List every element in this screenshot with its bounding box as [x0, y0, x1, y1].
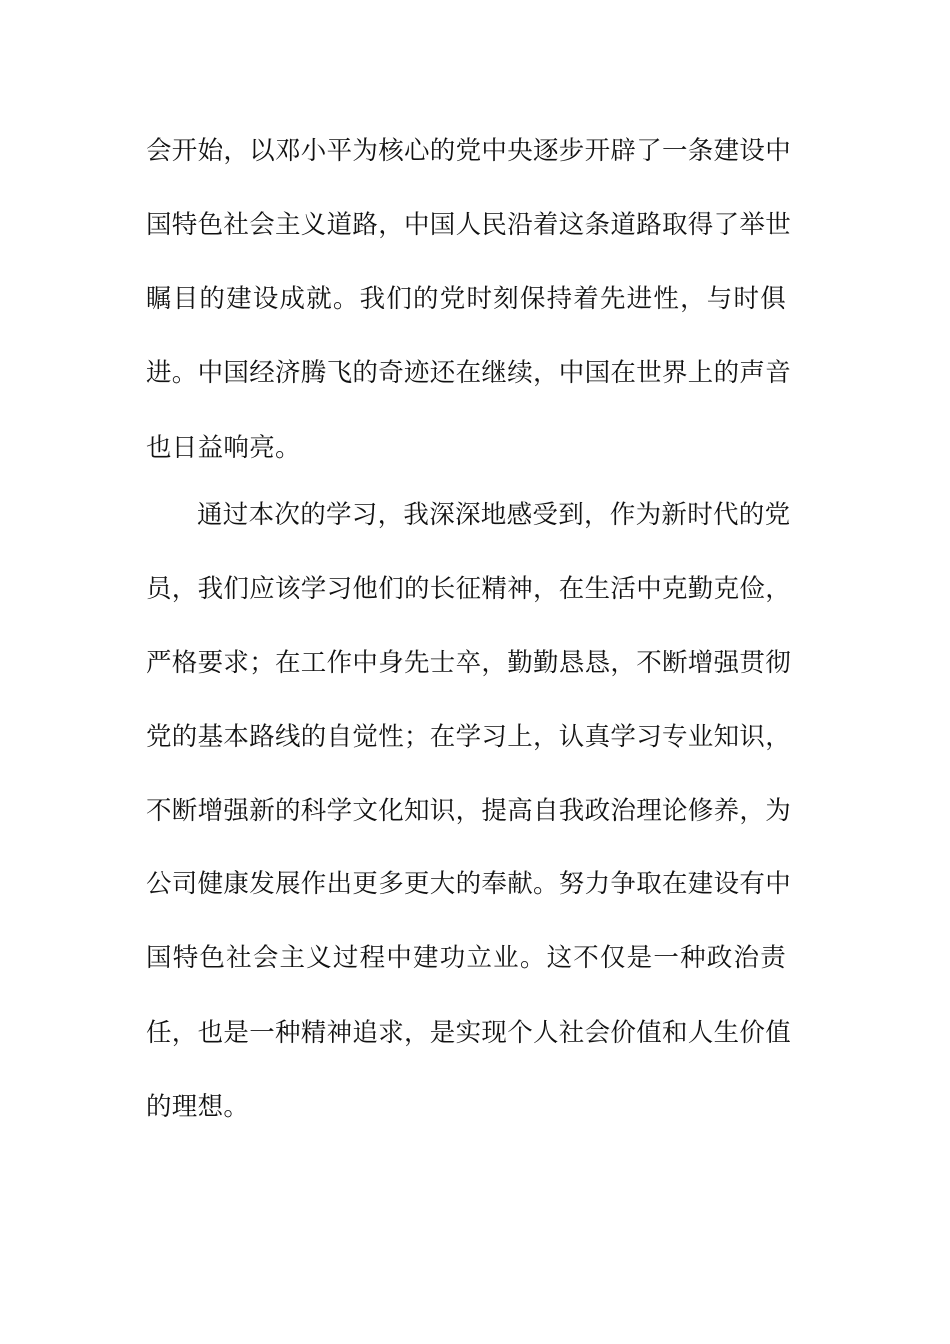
- paragraph-2-line-1: 通过本次的学习，我深深地感受到，作为新时代的党: [197, 500, 791, 530]
- paragraph-2-line-2: 员，我们应该学习他们的长征精神，在生活中克勤克俭，: [146, 574, 792, 604]
- paragraph-2-line-3: 严格要求；在工作中身先士卒，勤勤恳恳，不断增强贯彻: [146, 648, 792, 678]
- paragraph-2-line-9: 的理想。: [146, 1092, 250, 1122]
- paragraph-1-line-3: 瞩目的建设成就。我们的党时刻保持着先进性，与时俱: [146, 284, 786, 314]
- paragraph-1-line-2: 国特色社会主义道路，中国人民沿着这条道路取得了举世: [146, 210, 792, 240]
- paragraph-1-line-1: 会开始，以邓小平为核心的党中央逐步开辟了一条建设中: [146, 136, 792, 166]
- paragraph-1-line-4: 进。中国经济腾飞的奇迹还在继续，中国在世界上的声音: [146, 358, 792, 388]
- paragraph-2-line-4: 党的基本路线的自觉性；在学习上，认真学习专业知识，: [146, 722, 792, 752]
- paragraph-2-line-5: 不断增强新的科学文化知识，提高自我政治理论修养，为: [146, 796, 792, 826]
- paragraph-2-line-6: 公司健康发展作出更多更大的奉献。努力争取在建设有中: [146, 869, 792, 899]
- paragraph-1-line-5: 也日益响亮。: [146, 433, 301, 463]
- paragraph-2-line-8: 任，也是一种精神追求，是实现个人社会价值和人生价值: [146, 1018, 792, 1048]
- paragraph-2-line-7: 国特色社会主义过程中建功立业。这不仅是一种政治责: [146, 943, 786, 973]
